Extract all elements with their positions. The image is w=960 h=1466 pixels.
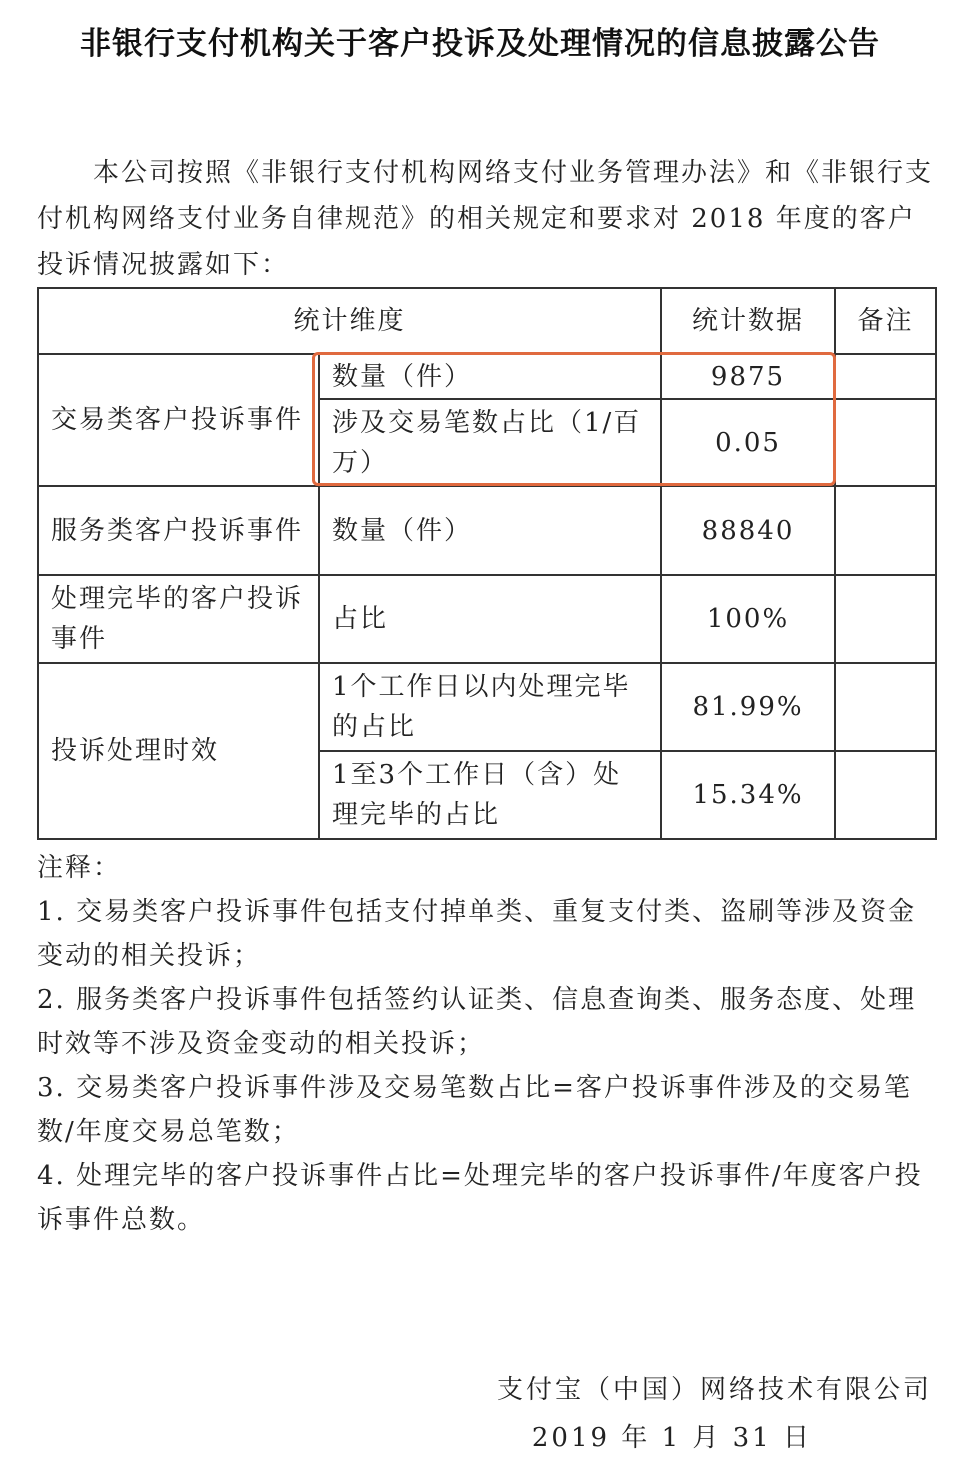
note-item: 2. 服务类客户投诉事件包括签约认证类、信息查询类、服务态度、处理时效等不涉及资金变动的相关投诉； [37, 985, 917, 1059]
header-dimension: 统计维度 [38, 288, 661, 354]
table-header-row [38, 288, 936, 354]
row-metric: 1至3个工作日（含）处理完毕的占比 [319, 751, 661, 839]
row-remark [835, 486, 936, 575]
signature-block [432, 1366, 932, 1462]
notes-heading: 注释： [37, 853, 122, 883]
notes-section [37, 846, 935, 1242]
row-category: 交易类客户投诉事件 [38, 354, 319, 486]
row-remark [835, 354, 936, 399]
row-metric: 1个工作日以内处理完毕的占比 [319, 663, 661, 751]
row-category: 服务类客户投诉事件 [38, 486, 319, 575]
table-row [38, 486, 936, 575]
row-remark [835, 399, 936, 486]
intro-paragraph: 本公司按照《非银行支付机构网络支付业务管理办法》和《非银行支付机构网络支付业务自律规范》的相关规定和要求对 2018 年度的客户投诉情况披露如下： [37, 158, 934, 280]
row-remark [835, 663, 936, 751]
row-metric: 涉及交易笔数占比（1/百万） [319, 399, 661, 486]
table-row [38, 575, 936, 663]
row-remark [835, 575, 936, 663]
note-item: 4. 处理完毕的客户投诉事件占比=处理完毕的客户投诉事件/年度客户投诉事件总数。 [37, 1161, 923, 1235]
note-item: 3. 交易类客户投诉事件涉及交易笔数占比=客户投诉事件涉及的交易笔数/年度交易总笔数； [37, 1073, 912, 1147]
row-value: 0.05 [661, 399, 835, 486]
row-value: 9875 [661, 354, 835, 399]
row-remark [835, 751, 936, 839]
signature-date: 2019 年 1 月 31 日 [531, 1423, 812, 1453]
row-metric: 数量（件） [319, 354, 661, 399]
header-remark: 备注 [835, 288, 936, 354]
row-value: 88840 [661, 486, 835, 575]
row-value: 81.99% [661, 663, 835, 751]
header-data: 统计数据 [661, 288, 835, 354]
table-row [38, 663, 936, 751]
highlight-box [312, 352, 836, 486]
signature-company: 支付宝（中国）网络技术有限公司 [496, 1375, 932, 1405]
document-title: 非银行支付机构关于客户投诉及处理情况的信息披露公告 [80, 26, 880, 62]
row-metric: 占比 [319, 575, 661, 663]
row-value: 100% [661, 575, 835, 663]
row-category: 处理完毕的客户投诉事件 [38, 575, 319, 663]
row-metric: 数量（件） [319, 486, 661, 575]
note-item: 1. 交易类客户投诉事件包括支付掉单类、重复支付类、盗刷等涉及资金变动的相关投诉； [37, 897, 917, 971]
row-value: 15.34% [661, 751, 835, 839]
row-category: 投诉处理时效 [38, 663, 319, 839]
